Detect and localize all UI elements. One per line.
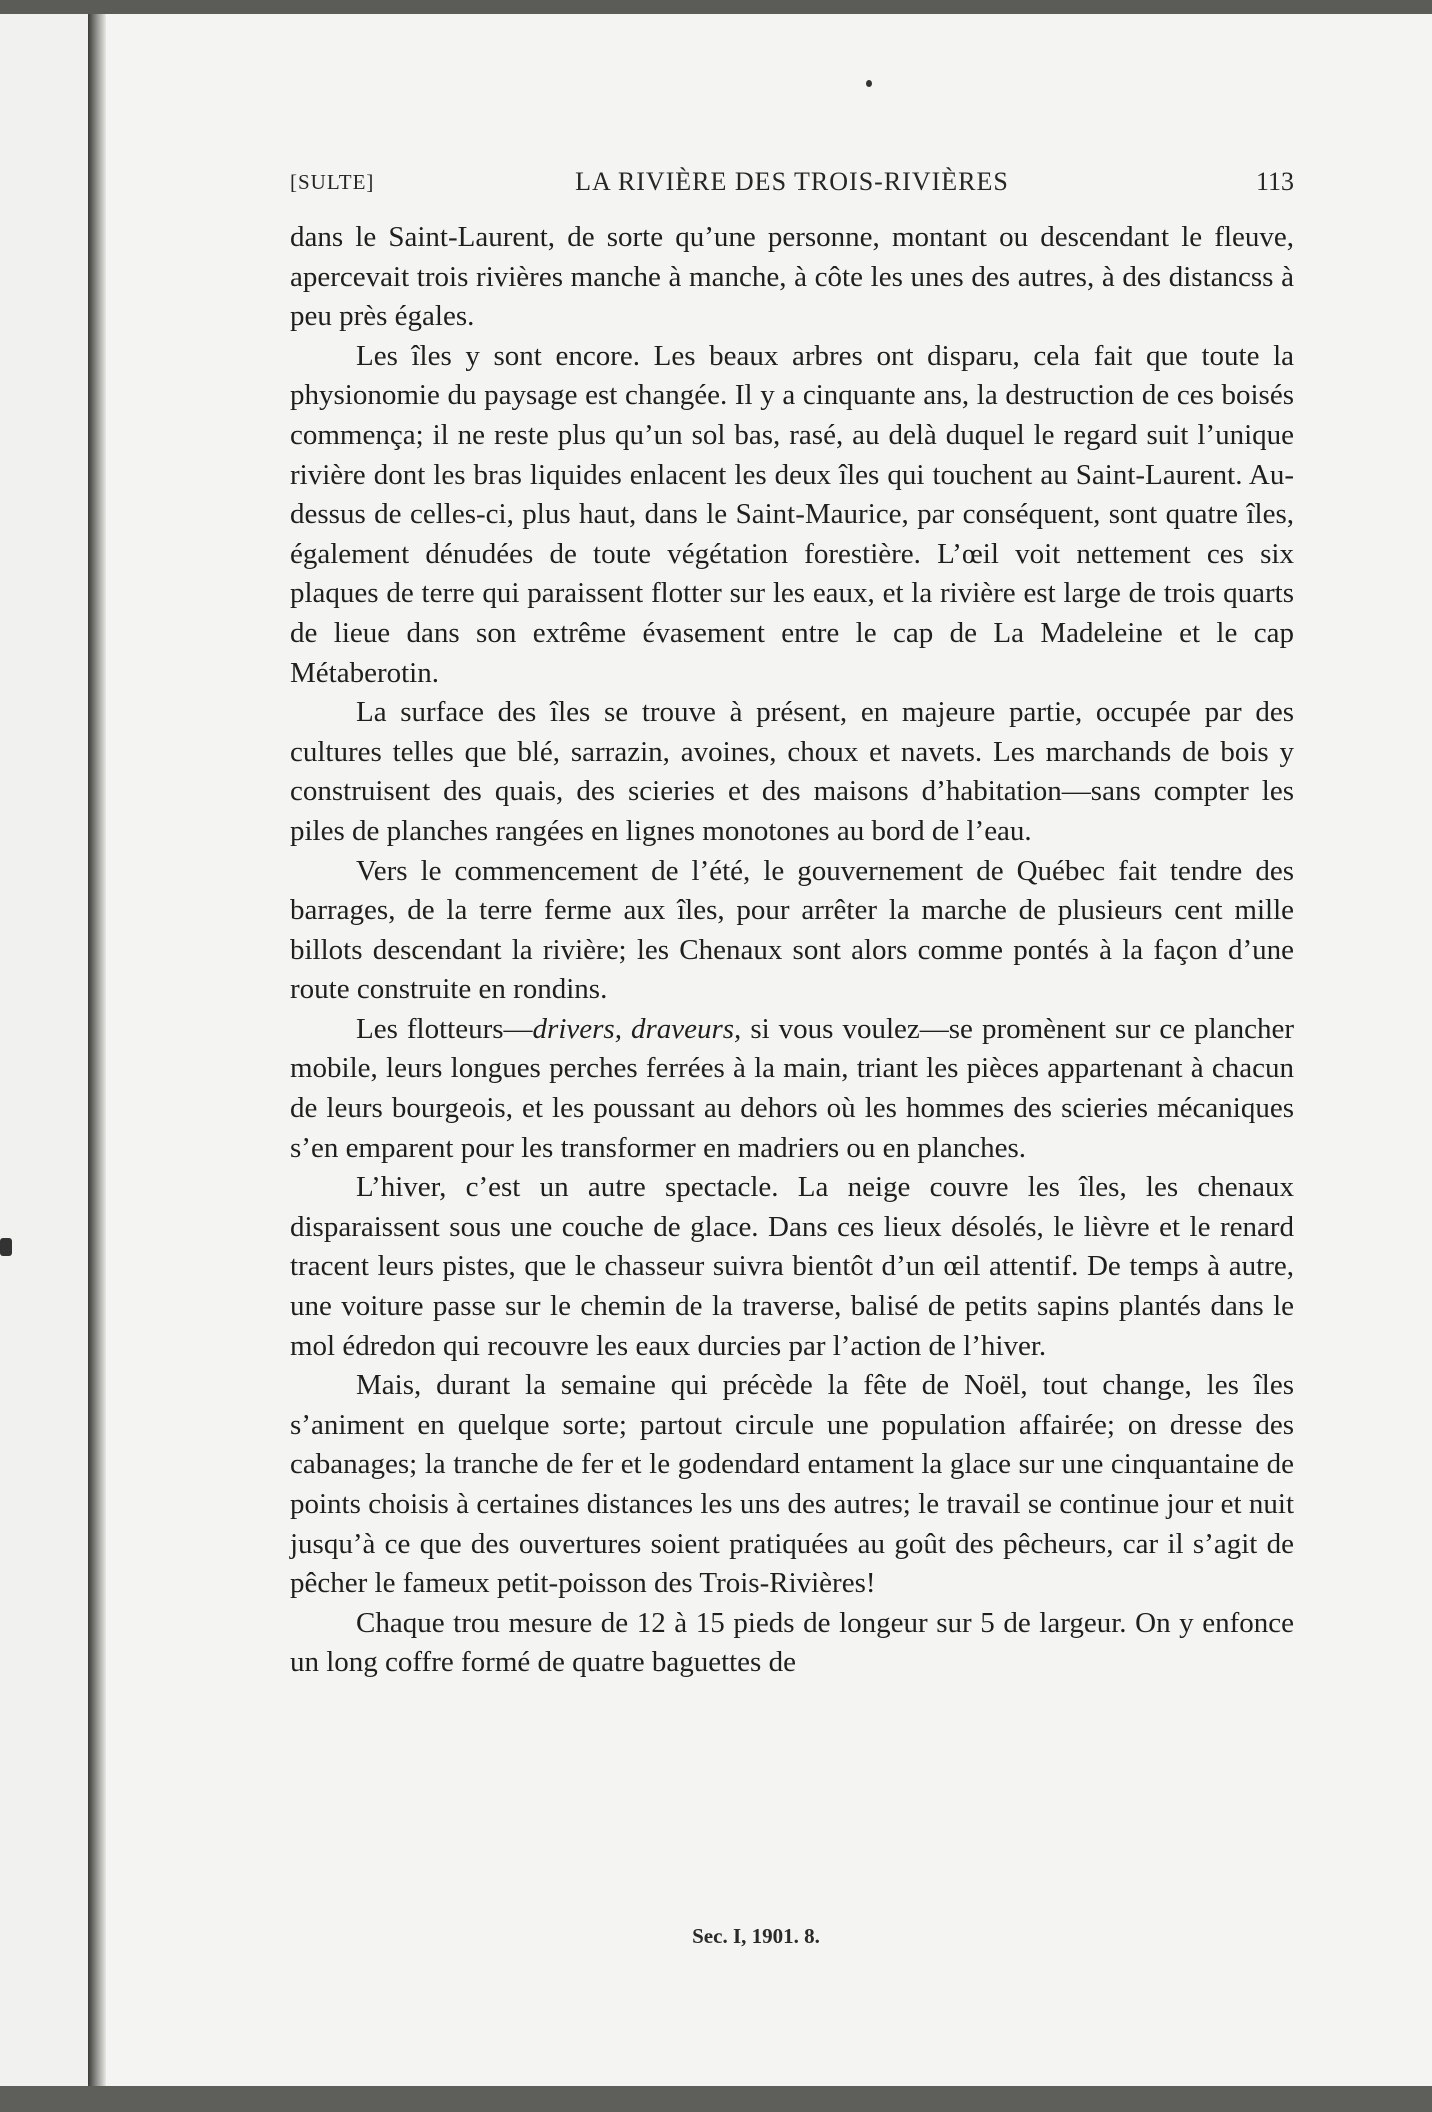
scan-speck <box>866 80 872 87</box>
paragraph-text: si vous voulez—se promènent sur ce plancher mobile, leurs longues perches ferrées à la main, triant les pièces appartenant à chacun de leurs bourgeois, et les poussant au dehors où les hommes des scieries mécaniques s’en emparent pour les transformer en madriers ou en planches. <box>290 1012 1295 1164</box>
paragraph: L’hiver, c’est un autre spectacle. La neige couvre les îles, les chenaux disparaissent sous une couche de glace. Dans ces lieux désolés, le lièvre et le renard tracent leurs pistes, que le chasseur suivra bientôt d’un œil attentif. De temps à autre, une voiture passe sur le chemin de la traverse, balisé de petits sapins plantés dans le mol édredon qui recouvre les eaux durcies par l’action de l’hiver. <box>290 1171 1294 1362</box>
paragraph: La surface des îles se trouve à présent, en majeure partie, occupée par des cultures telles que blé, sarrazin, avoines, choux et navets. Les marchands de bois y construisent des quais, des scieries et des maisons d’habitation—sans compter les piles de planches rangées en lignes monotones au bord de l’eau. <box>290 696 1294 847</box>
paragraph-text: Les flotteurs— <box>356 1012 533 1045</box>
signature-mark: Sec. I, 1901. 8. <box>692 1924 820 1948</box>
paragraph: Chaque trou mesure de 12 à 15 pieds de longeur sur 5 de largeur. On y enfonce un long coffre formé de quatre baguettes de <box>290 1606 1294 1679</box>
header-title: LA RIVIÈRE DES TROIS-RIVIÈRES <box>575 167 1009 196</box>
paragraph: dans le Saint-Laurent, de sorte qu’une personne, montant ou descendant le fleuve, apercevait trois rivières manche à manche, à côte les unes des autres, à des distancss à peu près égales. <box>290 221 1294 333</box>
body-text <box>290 218 1294 1683</box>
header-author: [SULTE] <box>290 170 375 194</box>
scan-speck <box>0 1238 12 1256</box>
paragraph: Les îles y sont encore. Les beaux arbres ont disparu, cela fait que toute la physionomie du paysage est changée. Il y a cinquante ans, la destruction de ces boisés commença; il ne reste plus qu’un sol bas, rasé, au delà duquel le regard suit l’unique rivière dont les bras liquides enlacent les deux îles qui touchent au Saint-Laurent. Au-dessus de celles-ci, plus haut, dans le Saint-Maurice, par conséquent, sont quatre îles, également dénudées de toute végétation forestière. L’œil voit nettement ces six plaques de terre qui paraissent flotter sur les eaux, et la rivière est large de trois quarts de lieue dans son extrême évasement entre le cap de La Madeleine et le cap Métaberotin. <box>290 339 1294 689</box>
scan-frame-top <box>0 0 1432 14</box>
paragraph: Mais, durant la semaine qui précède la fête de Noël, tout change, les îles s’animent en quelque sorte; partout circule une population affairée; on dresse des cabanages; la tranche de fer et le godendard entament la glace sur une cinquantaine de points choisis à certaines distances les uns des autres; le travail se continue jour et nuit jusqu’à ce que des ouvertures soient pratiquées au goût des pêcheurs, car il s’agit de pêcher le fameux petit-poisson des Trois-Rivières! <box>290 1369 1294 1600</box>
binding-shadow <box>88 14 106 2086</box>
running-header <box>290 162 1294 202</box>
scan-frame-bottom <box>0 2086 1432 2112</box>
paragraph: Vers le commencement de l’été, le gouvernement de Québec fait tendre des barrages, de la terre ferme aux îles, pour arrêter la marche de plusieurs cent mille billots descendant la rivière; les Chenaux sont alors comme pontés à la façon d’une route construite en rondins. <box>290 854 1294 1006</box>
page-number: 113 <box>1255 167 1294 196</box>
paragraph <box>290 1010 1294 1168</box>
facing-page-edge <box>0 14 92 2086</box>
italic-text: drivers, draveurs, <box>532 1012 742 1045</box>
